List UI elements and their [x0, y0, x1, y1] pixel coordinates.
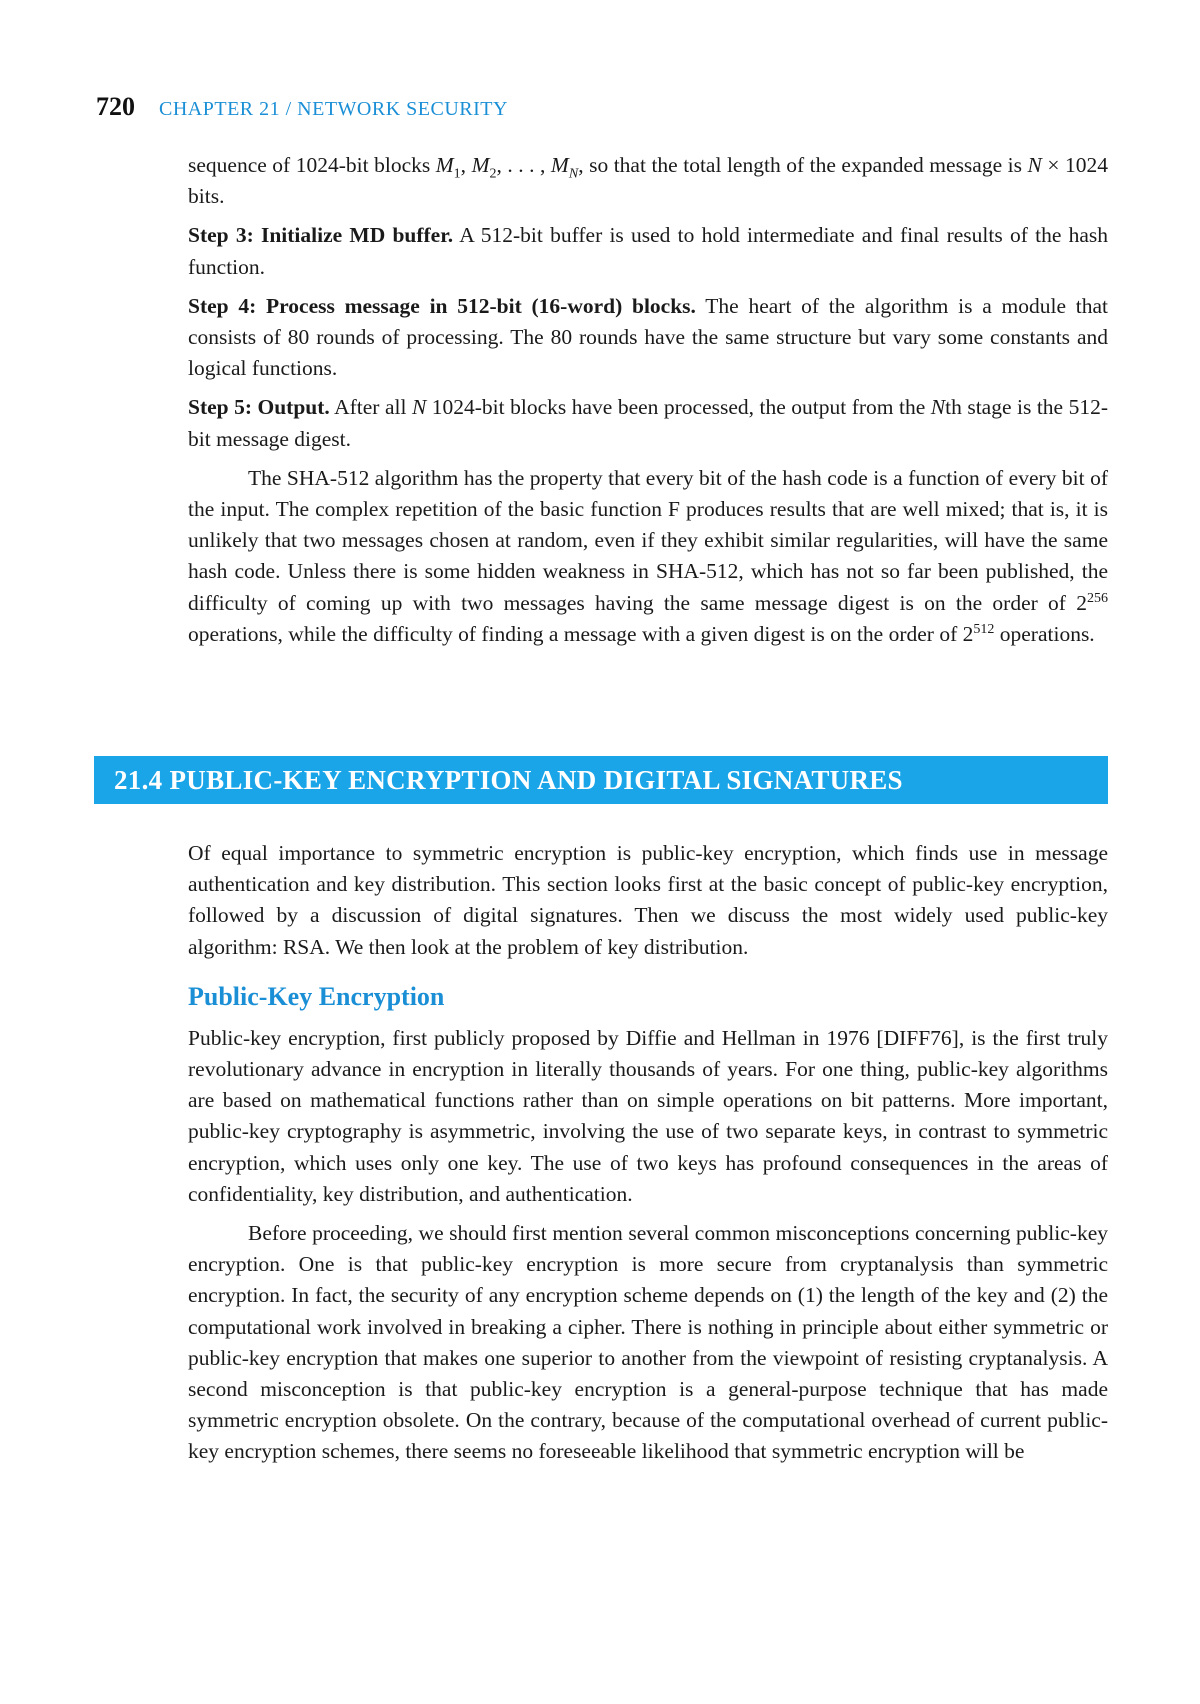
page-number: 720: [96, 92, 135, 121]
section-body: [188, 838, 1108, 1468]
step-4-title: Step 4: Process message in 512-bit (16-word) blocks.: [188, 293, 696, 318]
sha-paragraph: The SHA-512 algorithm has the property that every bit of the hash code is a function of every bit of the input. The complex repetition of the basic function F produces results that are well mixed; that is, it is unlikely that two messages chosen at random, even if they exhibit similar regularities, will have the same hash code. Unless there is some hidden weakness in SHA-512, which has not so far been published, the difficulty of coming up with two messages having the same message digest is on the order of $2^{256}$ operations, while the difficulty of finding a message with a given digest is on the order of $2^{512}$ operations.: [188, 465, 1108, 646]
step-4-text: The heart of the algorithm is a module that consists of 80 rounds of processing. The 80 rounds have the same structure but vary some constants and logical functions.: [188, 293, 1108, 381]
public-key-paragraph-2: Before proceeding, we should first mention several common misconceptions concerning public-key encryption. One is that public-key encryption is more secure from cryptanalysis than symmetric encryption. In fact, the security of any encryption scheme depends on (1) the length of the key and (2) the computational work involved in breaking a cipher. There is nothing in principle about either symmetric or public-key encryption that makes one superior to another from the viewpoint of resisting cryptanalysis. A second misconception is that public-key encryption is a general-purpose technique that has made symmetric encryption obsolete. On the contrary, because of the computational overhead of current public-key encryption schemes, there seems no foreseeable likelihood that symmetric encryption will be: [188, 1221, 1108, 1464]
public-key-paragraph-1: Public-key encryption, first publicly proposed by Diffie and Hellman in 1976 [DIFF76], is the first truly revolutionary advance in encryption in literally thousands of years. For one thing, public-key algorithms are based on mathematical functions rather than on simple operations on bit patterns. More important, public-key cryptography is asymmetric, involving the use of two separate keys, in contrast to symmetric encryption, which uses only one key. The use of two keys has profound consequences in the areas of confidentiality, key distribution, and authentication.: [188, 1025, 1108, 1206]
section-intro-paragraph: Of equal importance to symmetric encryption is public-key encryption, which finds use in message authentication and key distribution. This section looks first at the basic concept of public-key encryption, followed by a discussion of digital signatures. Then we discuss the most widely used public-key algorithm: RSA. We then look at the problem of key distribution.: [188, 841, 1108, 959]
step-5-title: Step 5: Output.: [188, 395, 330, 420]
chapter-title: CHAPTER 21 / NETWORK SECURITY: [159, 98, 508, 120]
continued-paragraph: sequence of 1024-bit blocks $M_1$, $M_2$, . . . , $M_N$, so that the total length of the expanded message is N × 1024 bits.: [188, 153, 1109, 209]
step-4: [188, 291, 1108, 385]
running-header: [96, 92, 508, 122]
subsection-heading: Public-Key Encryption: [188, 981, 445, 1011]
step-5: Step 5: Output. After all N 1024-bit blocks have been processed, the output from the Nth stage is the 512-bit message digest.: [188, 395, 1108, 451]
step-3-title: Step 3: Initialize MD buffer.: [188, 223, 454, 248]
step-3-text: A 512-bit buffer is used to hold intermediate and final results of the hash function.: [188, 223, 1108, 279]
step-3: [188, 220, 1108, 282]
top-text-block: [188, 150, 1108, 650]
section-heading-banner: 21.4 PUBLIC-KEY ENCRYPTION AND DIGITAL SIGNATURES: [94, 756, 1108, 804]
